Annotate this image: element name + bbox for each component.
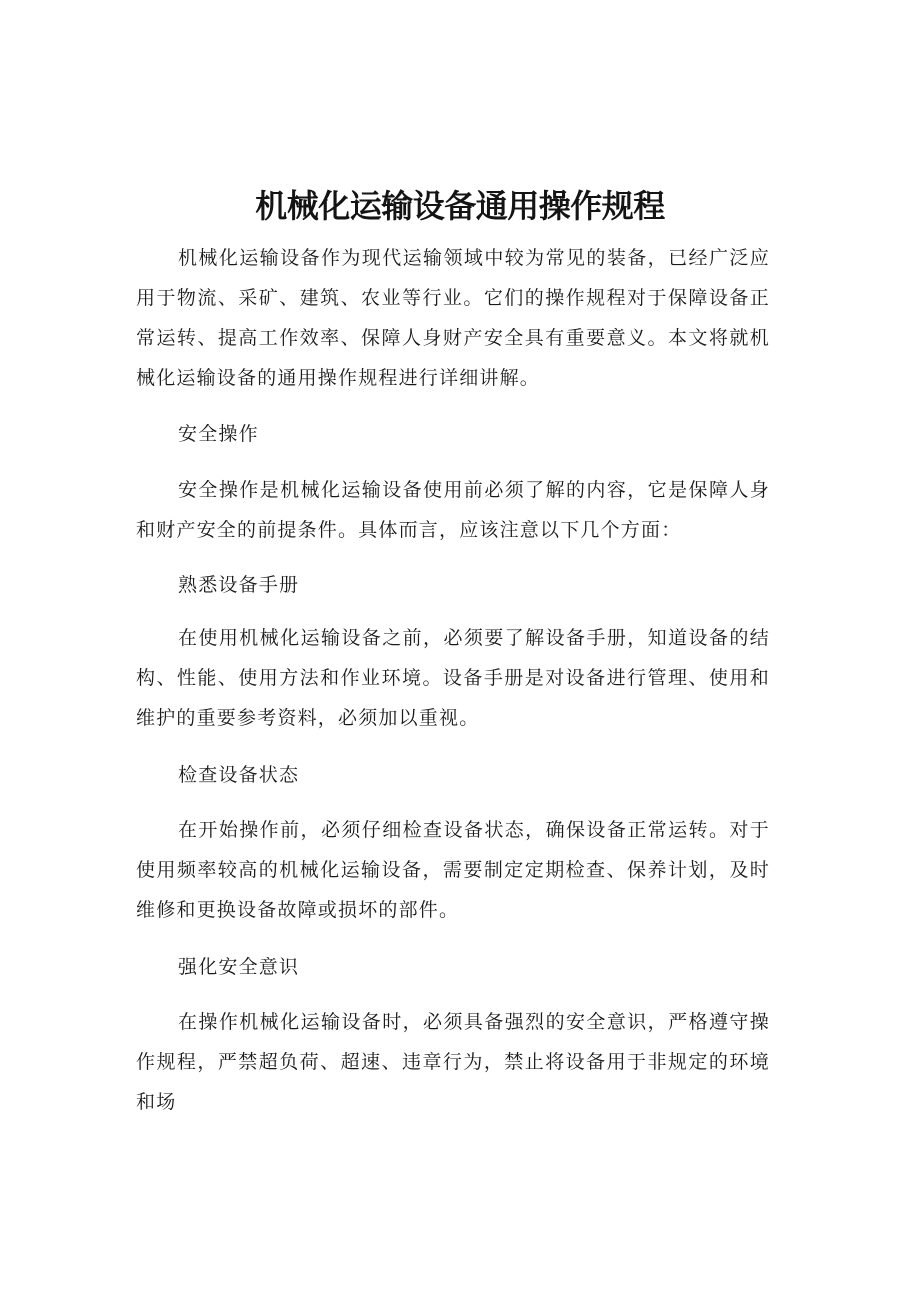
section-paragraph-safety-awareness: 在操作机械化运输设备时，必须具备强烈的安全意识，严格遵守操作规程，严禁超负荷、超速、违章行为，禁止将设备用于非规定的环境和场: [136, 1011, 770, 1113]
section-heading-equipment-manual: 熟悉设备手册: [178, 574, 300, 596]
section-heading-check-status: 检查设备状态: [178, 764, 300, 786]
document-title: 机械化运输设备通用操作规程: [255, 187, 665, 225]
section-heading-safety-awareness: 强化安全意识: [178, 956, 300, 978]
section-paragraph-safe-operation: 安全操作是机械化运输设备使用前必须了解的内容，它是保障人身和财产安全的前提条件。具体而言，应该注意以下几个方面：: [136, 479, 770, 541]
section-paragraph-equipment-manual: 在使用机械化运输设备之前，必须要了解设备手册，知道设备的结构、性能、使用方法和作业环境。设备手册是对设备进行管理、使用和维护的重要参考资料，必须加以重视。: [136, 627, 770, 729]
intro-paragraph: 机械化运输设备作为现代运输领域中较为常见的装备，已经广泛应用于物流、采矿、建筑、农业等行业。它们的操作规程对于保障设备正常运转、提高工作效率、保障人身财产安全具有重要意义。本文将就机械化运输设备的通用操作规程进行详细讲解。: [136, 247, 770, 389]
section-paragraph-check-status: 在开始操作前，必须仔细检查设备状态，确保设备正常运转。对于使用频率较高的机械化运输设备，需要制定定期检查、保养计划，及时维修和更换设备故障或损坏的部件。: [136, 819, 770, 921]
section-heading-safe-operation: 安全操作: [178, 423, 259, 445]
